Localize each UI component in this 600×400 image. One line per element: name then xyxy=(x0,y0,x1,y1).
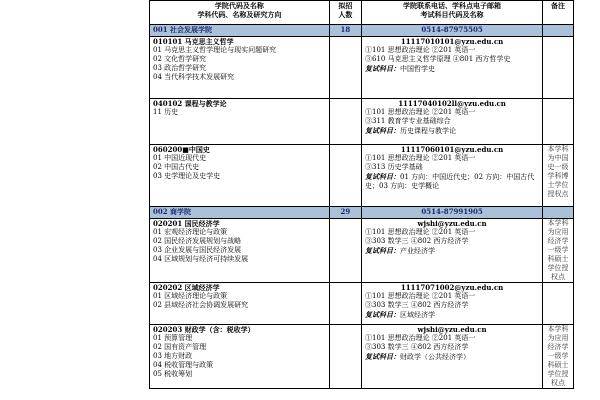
retest-subjects: 01 方向：中国近代史；02 方向：中国古代史；03 方向：史学概论 xyxy=(364,173,535,190)
school-name: 001 社会发展学院 xyxy=(150,25,330,37)
retest-line xyxy=(365,246,539,256)
exam-line: ①101 思想政治理论 ②201 英语一 xyxy=(364,46,476,54)
admissions-table xyxy=(149,0,574,389)
major-subject-cell xyxy=(150,37,330,99)
direction-item: 02 国民经济发展规划与战略 xyxy=(153,237,242,245)
direction-item: 02 国有资产管理 xyxy=(153,343,207,351)
major-row xyxy=(150,219,574,283)
exam-line: ①101 思想政治理论 ②201 英语一 xyxy=(364,108,476,116)
major-email: 11117010101@yzu.edu.cn xyxy=(400,37,504,46)
school-name: 002 商学院 xyxy=(150,207,330,219)
major-contact-cell xyxy=(361,325,542,389)
major-note: 本学科为应用经济学一级学科硕士学位授权点 xyxy=(543,219,574,283)
major-code-name: 040102 课程与教学论 xyxy=(153,99,227,108)
direction-item: 03 地方财政 xyxy=(153,352,193,360)
major-email: wjshi@yzu.edu.cn xyxy=(417,325,487,334)
header-col2-line1: 拟招 xyxy=(338,1,353,10)
header-col-subject xyxy=(150,1,330,25)
direction-item: 01 马克思主义哲学理论与现实问题研究 xyxy=(153,46,277,54)
direction-item: 01 区域经济理论与政策 xyxy=(153,292,228,300)
major-contact-cell xyxy=(361,99,542,145)
exam-line: ①101 思想政治理论 ②201 英语一 xyxy=(364,154,476,162)
major-code-name: 020201 国民经济学 xyxy=(153,219,220,228)
school-note-cell xyxy=(543,207,574,219)
school-phone: 0514-87975505 xyxy=(361,25,542,37)
retest-label: 复试科目： xyxy=(364,64,400,73)
major-count-cell xyxy=(329,283,361,325)
school-row xyxy=(150,207,574,219)
direction-item: 11 历史 xyxy=(153,108,179,116)
header-col-count xyxy=(329,1,361,25)
retest-line xyxy=(365,64,539,74)
direction-item: 01 中国近现代史 xyxy=(153,154,207,162)
major-subject-cell xyxy=(150,325,330,389)
major-note: 本学科为中国史一级学科博士学位授权点 xyxy=(543,145,574,207)
direction-item: 02 县域经济社会协调发展研究 xyxy=(153,301,249,309)
direction-item: 03 企业发展与国民经济发展 xyxy=(153,246,242,254)
major-row xyxy=(150,37,574,99)
direction-item: 02 文化哲学研究 xyxy=(153,55,207,63)
major-code-name: 020202 区域经济学 xyxy=(153,283,220,292)
major-count-cell xyxy=(329,99,361,145)
major-count-cell xyxy=(329,325,361,389)
school-phone: 0514-87991905 xyxy=(361,207,542,219)
major-code-name: 060200■中国史 xyxy=(153,145,210,154)
school-count: 18 xyxy=(329,25,361,37)
retest-label: 复试科目： xyxy=(364,246,400,255)
direction-item: 01 预算管理 xyxy=(153,334,193,342)
major-email: wjshi@yzu.edu.cn xyxy=(417,219,487,228)
direction-item: 04 区域规划与经济可持续发展 xyxy=(153,255,249,263)
major-note xyxy=(543,99,574,145)
major-row xyxy=(150,145,574,207)
major-code-name: 020203 财政学（含：税收学） xyxy=(153,325,255,334)
exam-line: ③303 数学三 ④802 西方经济学 xyxy=(364,237,469,245)
header-col3-line2: 考试科目代码及名称 xyxy=(420,10,484,19)
header-col1-line1: 学院代码及名称 xyxy=(214,1,264,10)
school-row xyxy=(150,25,574,37)
header-col2-line2: 人数 xyxy=(338,10,353,19)
major-count-cell xyxy=(329,219,361,283)
header-col1-line2: 学科代码、名称及研究方向 xyxy=(197,10,282,19)
exam-line: ①101 思想政治理论 ②201 英语一 xyxy=(364,228,476,236)
major-row xyxy=(150,325,574,389)
major-code-name: 010101 马克思主义哲学 xyxy=(153,37,234,46)
direction-item: 05 税收筹划 xyxy=(153,370,193,378)
exam-line: ①101 思想政治理论 ②201 英语一 xyxy=(364,292,476,300)
exam-line: ③303 数学三 ④802 西方经济学 xyxy=(364,343,469,351)
direction-item: 04 税收管理与政策 xyxy=(153,361,214,369)
retest-subjects: 区域经济学 xyxy=(399,311,435,319)
exam-line: ③610 马克思主义哲学原理 ④801 西方哲学史 xyxy=(364,55,511,63)
major-count-cell xyxy=(329,145,361,207)
major-row xyxy=(150,283,574,325)
major-subject-cell xyxy=(150,99,330,145)
header-col4: 备注 xyxy=(551,1,566,10)
major-email: 11117060101@yzu.edu.cn xyxy=(400,145,504,154)
direction-item: 03 政治哲学研究 xyxy=(153,64,207,72)
retest-subjects: 产业经济学 xyxy=(399,247,435,255)
major-subject-cell xyxy=(150,219,330,283)
header-col-note xyxy=(543,1,574,25)
major-email: 11117071002@yzu.edu.cn xyxy=(400,283,504,292)
school-count: 29 xyxy=(329,207,361,219)
major-note xyxy=(543,283,574,325)
major-contact-cell xyxy=(361,283,542,325)
retest-line xyxy=(365,310,539,320)
header-col3-line1: 学院联系电话、学科点电子邮箱 xyxy=(403,1,502,10)
retest-line xyxy=(365,126,539,136)
direction-item: 01 宏观经济理论与政策 xyxy=(153,228,228,236)
major-subject-cell xyxy=(150,145,330,207)
exam-line: ①101 思想政治理论 ②201 英语一 xyxy=(364,334,476,342)
major-subject-cell xyxy=(150,283,330,325)
major-contact-cell xyxy=(361,219,542,283)
retest-line xyxy=(365,352,539,362)
table-header-row xyxy=(150,1,574,25)
school-note-cell xyxy=(543,25,574,37)
major-row xyxy=(150,99,574,145)
exam-line: ③303 数学三 ④802 西方经济学 xyxy=(364,301,469,309)
major-contact-cell xyxy=(361,145,542,207)
exam-line: ③311 教育学专业基础综合 xyxy=(364,117,451,125)
major-contact-cell xyxy=(361,37,542,99)
major-note xyxy=(543,37,574,99)
major-email: 11117040102ll@yzu.edu.cn xyxy=(398,99,506,108)
retest-label: 复试科目： xyxy=(364,310,400,319)
direction-item: 04 当代科学技术发展研究 xyxy=(153,73,235,81)
retest-subjects: 历史课程与教学论 xyxy=(399,127,456,135)
header-col-contact xyxy=(361,1,542,25)
retest-subjects: 财政学（公共经济学） xyxy=(399,353,470,361)
direction-item: 03 史学理论及史学史 xyxy=(153,172,221,180)
exam-line: ③313 历史学基础 xyxy=(364,163,423,171)
retest-label: 复试科目： xyxy=(364,126,400,135)
retest-label: 复试科目： xyxy=(364,352,400,361)
direction-item: 02 中国古代史 xyxy=(153,163,200,171)
major-count-cell xyxy=(329,37,361,99)
retest-label: 复试科目： xyxy=(364,172,400,181)
retest-subjects: 中国哲学史 xyxy=(399,65,435,73)
major-note: 本学科为应用经济学一级学科硕士学位授权点 xyxy=(543,325,574,389)
retest-line xyxy=(365,172,539,191)
